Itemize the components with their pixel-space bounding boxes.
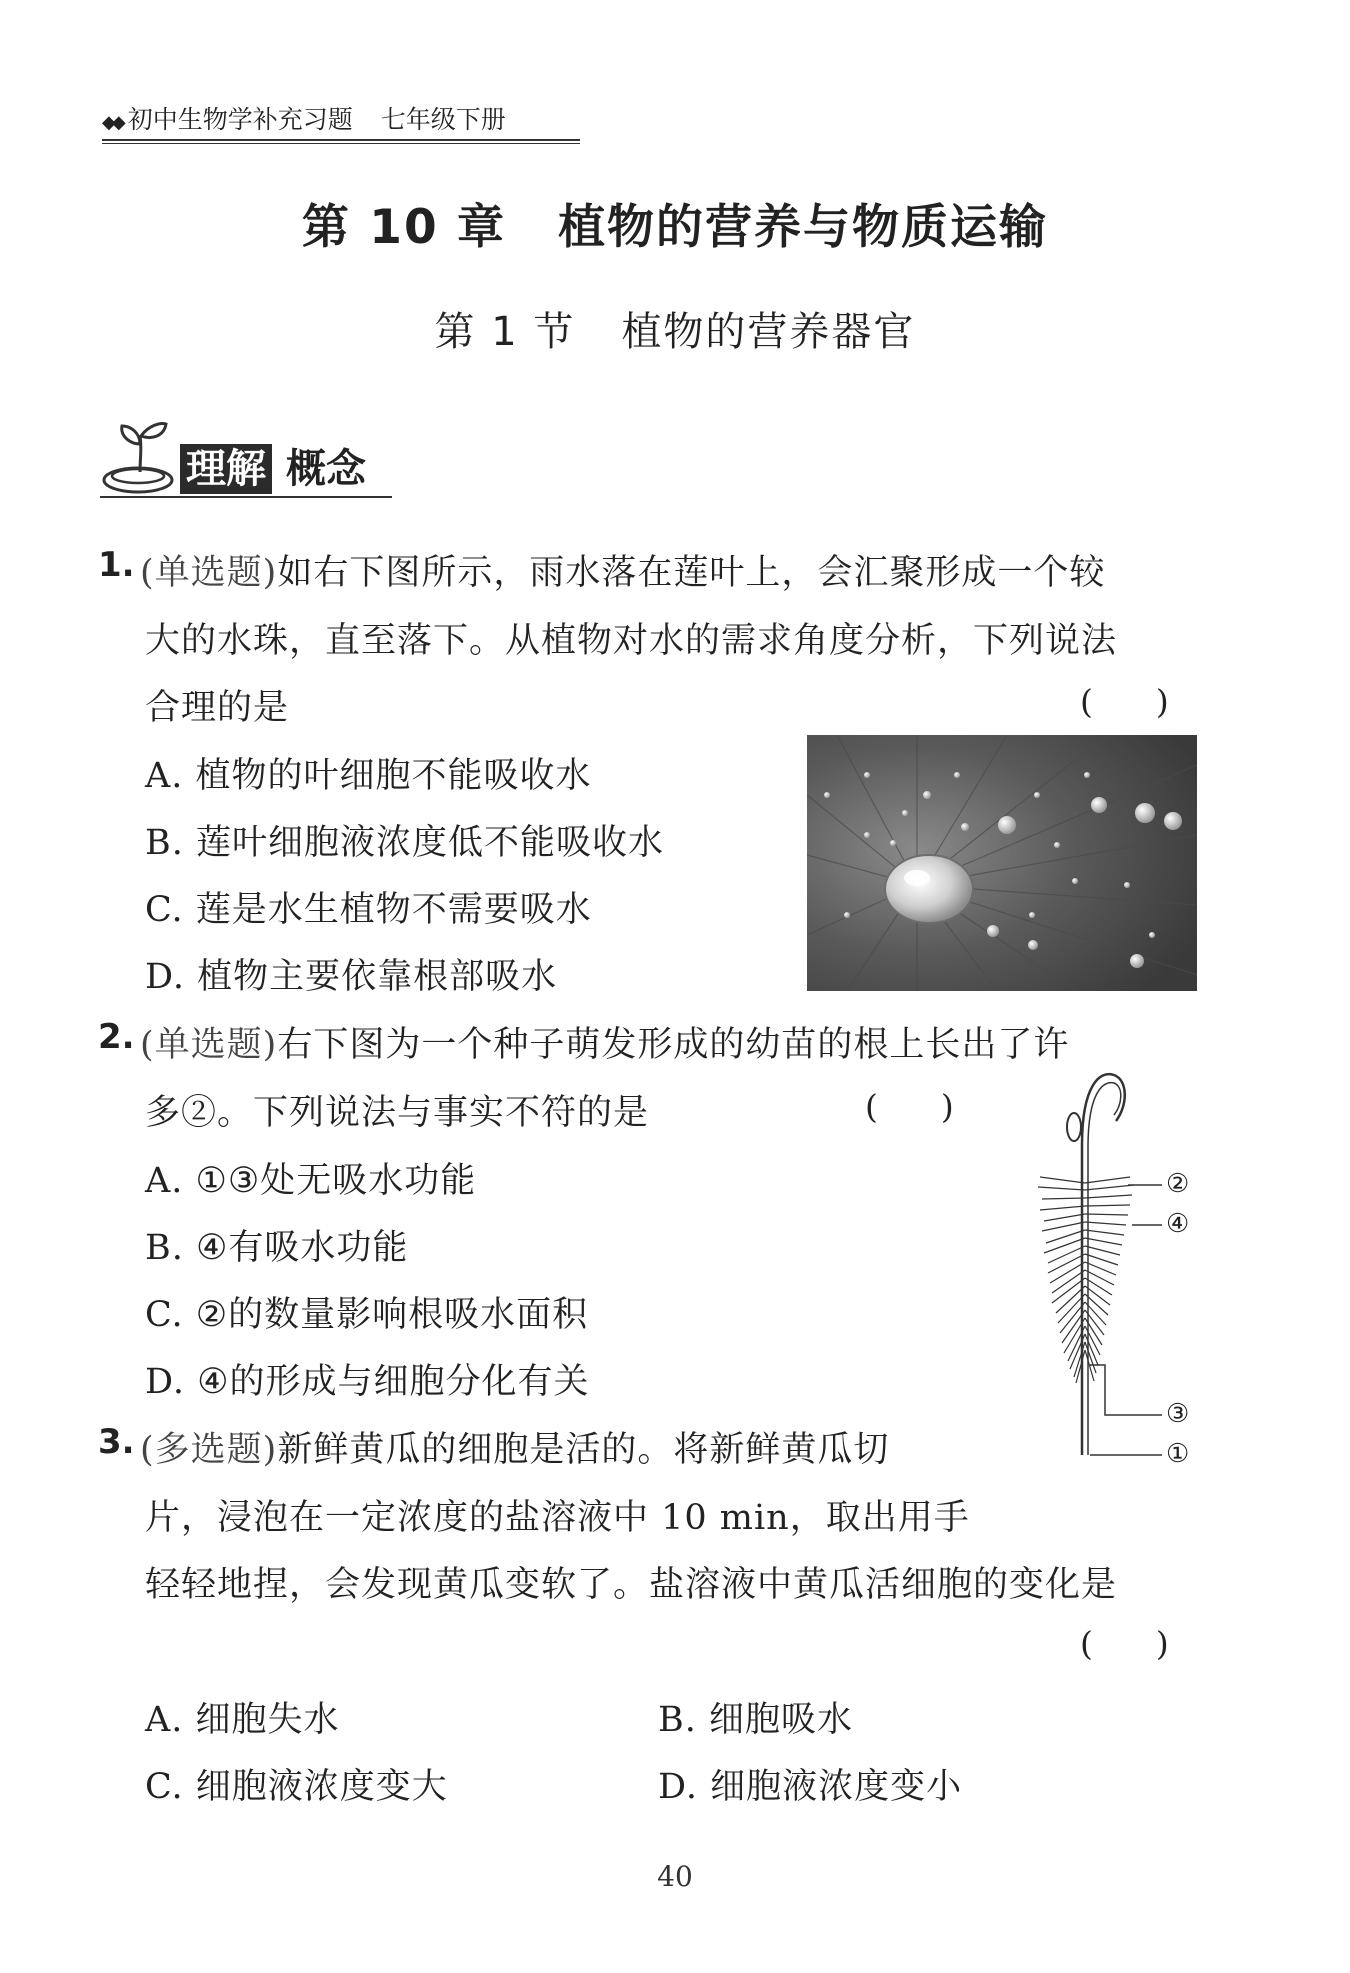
chapter-title <box>0 190 1350 257</box>
grade-title: 七年级下册 <box>380 105 506 134</box>
option-c: C. 细胞液浓度变大 <box>145 1767 448 1807</box>
answer-parentheses: ( ) <box>1080 1624 1169 1663</box>
option-d: D. ④的形成与细胞分化有关 <box>145 1362 590 1402</box>
concept-banner <box>100 414 400 504</box>
question-type: (单选题) <box>140 1025 278 1065</box>
series-title: 初中生物学补充习题 <box>127 105 353 134</box>
double-diamond-icon: ◆◆ <box>102 112 122 133</box>
seedling-dish-icon <box>100 414 178 498</box>
option-a: A. 植物的叶细胞不能吸收水 <box>145 756 592 796</box>
question-line: (多选题)新鲜黄瓜的细胞是活的。将新鲜黄瓜切 <box>140 1430 890 1470</box>
running-header <box>102 100 582 136</box>
chapter-label: 第 10 章 <box>301 200 507 255</box>
question-line: (单选题)如右下图所示，雨水落在莲叶上，会汇聚形成一个较 <box>140 553 1106 593</box>
section-name: 植物的营养器官 <box>621 309 916 355</box>
header-rule-thin <box>102 143 580 144</box>
chapter-name: 植物的营养与物质运输 <box>558 200 1049 255</box>
banner-highlight: 理解 <box>180 444 272 494</box>
answer-parentheses: ( ) <box>1080 682 1169 721</box>
answer-parentheses: ( ) <box>865 1087 954 1126</box>
option-a: A. ①③处无吸水功能 <box>145 1161 477 1201</box>
option-b: B. 莲叶细胞液浓度低不能吸收水 <box>145 823 664 863</box>
section-label: 第 1 节 <box>434 309 576 355</box>
option-b: B. ④有吸水功能 <box>145 1228 409 1268</box>
banner-rest: 概念 <box>286 446 366 492</box>
option-a: A. 细胞失水 <box>145 1700 340 1740</box>
option-b: B. 细胞吸水 <box>658 1700 853 1740</box>
page-number: 40 <box>657 1860 693 1893</box>
question-type: (多选题) <box>140 1430 278 1470</box>
question-type: (单选题) <box>140 553 278 593</box>
question-number: 3. <box>98 1422 135 1462</box>
lotus-leaf-photo <box>807 735 1197 991</box>
option-c: C. ②的数量影响根吸水面积 <box>145 1295 589 1335</box>
label-elongation-zone: ③ <box>1166 1399 1190 1429</box>
question-number: 1. <box>98 545 135 585</box>
section-title <box>0 300 1350 357</box>
option-c: C. 莲是水生植物不需要吸水 <box>145 890 592 930</box>
question-line: 多②。下列说法与事实不符的是 <box>145 1093 650 1133</box>
question-line: 大的水珠，直至落下。从植物对水的需求角度分析，下列说法 <box>145 621 1118 661</box>
question-number: 2. <box>98 1017 135 1057</box>
banner-rule <box>100 496 392 498</box>
option-d: D. 细胞液浓度变小 <box>658 1767 963 1807</box>
question-line: 合理的是 <box>145 688 290 728</box>
header-rule <box>102 139 580 141</box>
question-line: 片，浸泡在一定浓度的盐溶液中 10 min，取出用手 <box>145 1498 970 1538</box>
question-line: 轻轻地捏，会发现黄瓜变软了。盐溶液中黄瓜活细胞的变化是 <box>145 1565 1118 1605</box>
label-mature-zone: ④ <box>1166 1209 1190 1239</box>
option-d: D. 植物主要依靠根部吸水 <box>145 957 558 997</box>
question-line: (单选题)右下图为一个种子萌发形成的幼苗的根上长出了许 <box>140 1025 1070 1065</box>
seedling-root-diagram <box>1030 1065 1220 1495</box>
label-root-hair: ② <box>1166 1169 1190 1199</box>
label-root-tip: ① <box>1166 1439 1190 1469</box>
